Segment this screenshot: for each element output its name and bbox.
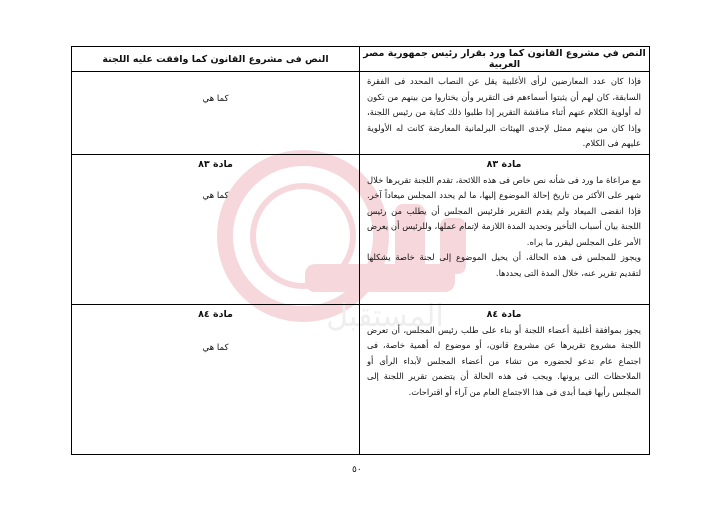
paragraph: ويجوز للمجلس فى هذه الحالة، أن يحيل الموضوع إلى لجنة خاصة يشكلها لتقديم تقرير عنه، خلال المدة التى يحددها. bbox=[367, 252, 641, 278]
article-title: مادة ٨٣ bbox=[198, 158, 233, 170]
comparison-table bbox=[71, 46, 650, 455]
same-text-label: كما هي bbox=[202, 94, 229, 104]
paragraph: يجوز بموافقة أغلبية أعضاء اللجنة أو بناء على طلب رئيس المجلس، أن تعرض اللجنة مشروع تقريرها عن مشروع قانون، أو موضوع له أهمية خاصة، فى اجتماع عام تدعو لحضوره من تشاء من أعضاء المجلس لأبداء الرأى أو الملاحظات التى يرونها. ويجب فى هذه الحالة أن يتضمن تقرير اللجنة إلى المجلس رأيها فيما أبدى فى هذا الاجتماع العام من آراء أو اقتراحات. bbox=[367, 324, 641, 397]
paragraph: مع مراعاة ما ورد فى شأنه نص خاص فى هذه اللائحة، تقدم اللجنة تقريرها خلال شهر على الأكثر من تاريخ إحالة الموضوع إليها، ما لم يحدد المجلس ميعاداً آخر. فإذا انقضى الميعاد ولم يقدم التقرير فلرئيس المجلس أن يطلب من رئيس اللجنة بيان أسباب التأخير وتحديد المدة اللازمة لإتمام عملها، وللرئيس أن يعرض الأمر على المجلس ليقرر ما يراه. bbox=[367, 174, 641, 247]
table-row bbox=[72, 304, 650, 454]
same-text-label: كما هي bbox=[202, 190, 229, 201]
table-row bbox=[72, 72, 650, 155]
svg-text:المستقبل: المستقبل bbox=[326, 299, 444, 334]
approved-text-cell bbox=[72, 304, 360, 454]
header-approved-text: النص فى مشروع القانون كما وافقت عليه اللجنة bbox=[72, 47, 360, 72]
article-title: مادة ٨٤ bbox=[486, 308, 522, 320]
article-title: مادة ٨٤ bbox=[198, 308, 233, 320]
table-row bbox=[72, 154, 650, 304]
bill-text-cell bbox=[360, 304, 650, 454]
table-header-row bbox=[72, 47, 650, 72]
paragraph: فإذا كان عدد المعارضين لرأى الأغلبية يقل عن النصاب المحدد فى الفقرة السابقة، كان لهم أن يثبتوا أسماءهم فى التقرير وأن يختاروا من بينهم من تكون له أولوية الكلام عنهم أثناء مناقشة التقرير إذا طلبوا ذلك كتابة من رئيس اللجنة، وإذا كان من بينهم ممثل لإحدى الهيئات البرلمانية المعارضة كانت له الأولوية عليهم فى الكلام. bbox=[367, 76, 641, 148]
same-text-label: كما هي bbox=[202, 342, 229, 353]
bill-text-cell bbox=[360, 72, 650, 155]
header-bill-text: النص في مشروع القانون كما ورد بقرار رئيس جمهورية مصر العربية bbox=[360, 47, 650, 72]
approved-text-cell bbox=[72, 72, 360, 155]
approved-text-cell bbox=[72, 154, 360, 304]
bill-text-cell bbox=[360, 154, 650, 304]
article-title: مادة ٨٣ bbox=[486, 158, 522, 170]
page-number: ٥٠ bbox=[352, 465, 362, 475]
